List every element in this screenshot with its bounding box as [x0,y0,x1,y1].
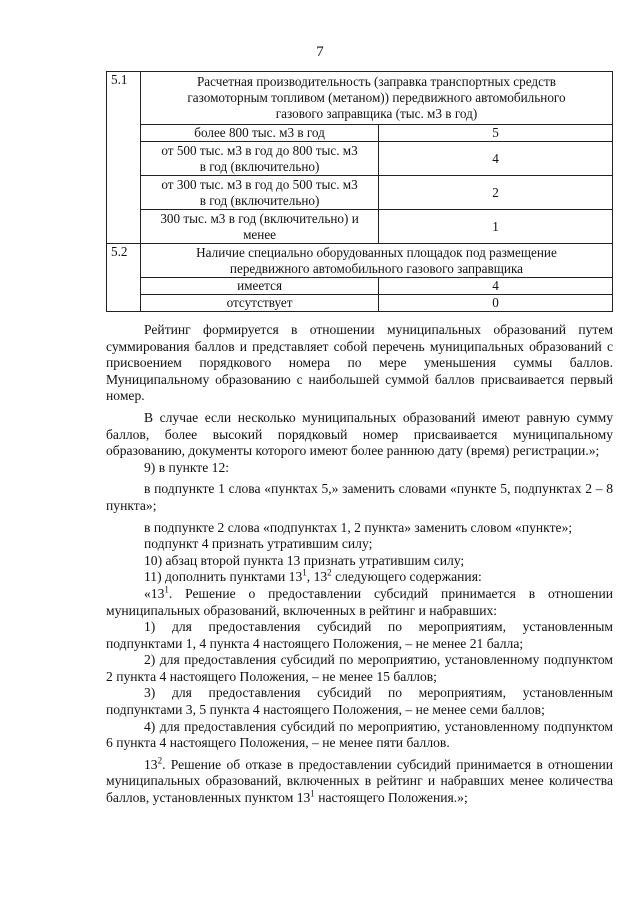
criterion-title: Расчетная производительность (заправка транспортных средств газомоторным топливом (метаном)) передвижного автомобильного газового заправщика (тыс. м3 в год) [140,72,612,125]
document-body [106,322,613,807]
criterion-number: 5.2 [107,244,141,312]
option-points: 4 [379,278,613,295]
option-points: 1 [379,210,613,244]
paragraph: Рейтинг формируется в отношении муниципальных образований путем суммирования баллов и представляет собой перечень муниципальных образований с присвоением порядкового номера по мере уменьшения суммы баллов. Муниципальному образованию с наибольшей суммой баллов присваивается первый номер. [106,322,613,404]
paragraph: подпункт 4 признать утратившим силу; [144,536,373,552]
paragraph: 3) для предоставления субсидий по мероприятиям, установленным подпунктами 3, 5 пункта 4 настоящего Положения, – не менее семи баллов; [106,685,613,718]
option-points: 4 [379,142,613,176]
option-label: 300 тыс. м3 в год (включительно) и менее [140,210,378,244]
option-label: имеется [140,278,378,295]
option-points: 2 [379,176,613,210]
page-number: 7 [316,44,324,60]
paragraph: 1) для предоставления субсидий по мероприятиям, установленным подпунктами 1, 4 пункта 4 настоящего Положения, – не менее 21 балла; [106,619,613,651]
option-label: от 300 тыс. м3 в год до 500 тыс. м3 в год (включительно) [140,176,378,210]
paragraph: 9) в пункте 12: [144,459,230,475]
table-row [107,278,613,295]
table-row [107,295,613,312]
paragraph: 11) дополнить пунктами $13^1$, $13^2$ следующего содержания: [144,567,482,585]
paragraph: 2) для предоставления субсидий по мероприятию, установленному подпунктом 2 пункта 4 настоящего Положения, – не менее 15 баллов; [106,652,613,684]
option-points: 0 [379,295,613,312]
paragraph: «$13^1$. Решение о предоставлении субсидий принимается в отношении муниципальных образований, включенных в рейтинг и набравших: [106,584,613,618]
paragraph: в подпункте 2 слова «подпунктах 1, 2 пункта» заменить словом «пункте»; [144,519,573,535]
table-row [107,72,613,125]
table-row [107,176,613,210]
option-points: 5 [379,125,613,142]
option-label: от 500 тыс. м3 в год до 800 тыс. м3 в год (включительно) [140,142,378,176]
option-label: более 800 тыс. м3 в год [140,125,378,142]
paragraph: 4) для предоставления субсидий по мероприятию, установленному подпунктом 6 пункта 4 настоящего Положения, – не менее пяти баллов. [106,718,613,751]
option-label: отсутствует [140,295,378,312]
paragraph: 10) абзац второй пункта 13 признать утратившим силу; [144,552,465,568]
paragraph: В случае если несколько муниципальных образований имеют равную сумму баллов, более высокий порядковый номер присваивается муниципальному образованию, документы которого имеют более раннюю дату (время) регистрации.»; [106,409,613,459]
table-row [107,142,613,176]
criterion-number: 5.1 [107,72,141,244]
table-row [107,210,613,244]
criteria-table [106,71,613,312]
criterion-title: Наличие специально оборудованных площадок под размещение передвижного автомобильного газового заправщика [140,244,612,278]
table-row [107,244,613,278]
paragraph: в подпункте 1 слова «пунктах 5,» заменить словами «пункте 5, подпунктах 2 – 8 пункта»; [106,481,613,513]
table-row [107,125,613,142]
paragraph: $13^2$. Решение об отказе в предоставлении субсидий принимается в отношении муниципальных образований, включенных в рейтинг и набравших менее количества баллов, установленных пунктом $13^1$ настоящего Положения.»; [106,755,613,806]
